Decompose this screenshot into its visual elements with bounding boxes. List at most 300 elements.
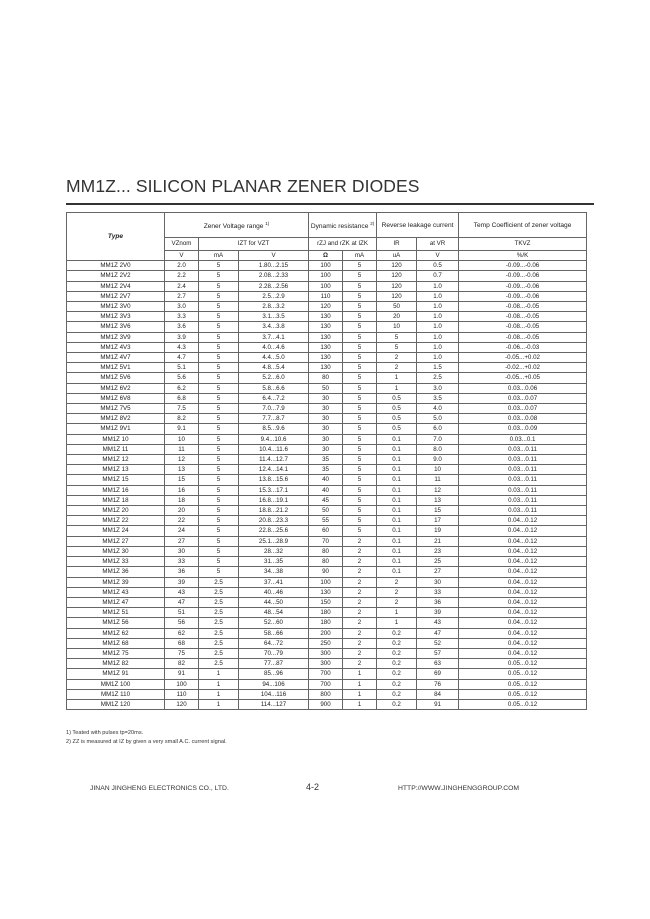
value-cell: 250	[309, 638, 343, 648]
vznom-header: VZnom	[165, 238, 199, 251]
table-row	[67, 312, 587, 322]
type-cell: MM1Z 2V7	[67, 291, 165, 301]
type-cell: MM1Z 3V9	[67, 332, 165, 342]
value-cell: 5	[343, 383, 377, 393]
value-cell: 33	[165, 557, 199, 567]
value-cell: 1	[199, 689, 239, 699]
value-cell: 5	[343, 271, 377, 281]
value-cell: 4.4...5.0	[239, 353, 309, 363]
value-cell: 130	[309, 322, 343, 332]
dynamic-resistance-header: Dynamic resistance $^{2)}$	[309, 213, 377, 238]
value-cell: 0.2	[377, 679, 417, 689]
value-cell: 0.04...0.12	[459, 587, 587, 597]
value-cell: 80	[309, 557, 343, 567]
value-cell: 90	[309, 567, 343, 577]
izt-for-vzt-header: IZT for VZT	[199, 238, 309, 251]
value-cell: 64...72	[239, 638, 309, 648]
value-cell: -0.05...+0.05	[459, 373, 587, 383]
type-cell: MM1Z 6V8	[67, 393, 165, 403]
value-cell: 5	[343, 342, 377, 352]
value-cell: 3.0	[417, 383, 459, 393]
value-cell: 43	[417, 618, 459, 628]
value-cell: -0.08...-0.05	[459, 302, 587, 312]
type-cell: MM1Z 5V1	[67, 363, 165, 373]
value-cell: 30	[309, 424, 343, 434]
value-cell: 47	[165, 597, 199, 607]
value-cell: 82	[165, 659, 199, 669]
value-cell: 7.7...8.7	[239, 414, 309, 424]
value-cell: 35	[309, 465, 343, 475]
value-cell: 0.04...0.12	[459, 608, 587, 618]
type-header: Type	[67, 213, 165, 261]
value-cell: 0.04...0.12	[459, 536, 587, 546]
temp-coefficient-header: Temp Coefficient of zener voltage	[459, 213, 587, 238]
value-cell: 4.8...5.4	[239, 363, 309, 373]
reverse-leakage-header: Reverse leakage current	[377, 213, 459, 238]
value-cell: 2	[343, 628, 377, 638]
unit-cell: V	[239, 251, 309, 261]
value-cell: 48...54	[239, 608, 309, 618]
type-cell: MM1Z 82	[67, 659, 165, 669]
value-cell: 5	[199, 444, 239, 454]
value-cell: 56	[165, 618, 199, 628]
value-cell: -0.09...-0.06	[459, 261, 587, 271]
value-cell: 75	[165, 648, 199, 658]
type-cell: MM1Z 10	[67, 434, 165, 444]
value-cell: 91	[417, 699, 459, 709]
value-cell: 1	[377, 608, 417, 618]
value-cell: 5	[199, 434, 239, 444]
value-cell: 0.1	[377, 434, 417, 444]
table-row	[67, 434, 587, 444]
value-cell: 3.6	[165, 322, 199, 332]
at-vr-header: at VR	[417, 238, 459, 251]
value-cell: 7.5	[165, 404, 199, 414]
value-cell: 2.5	[199, 608, 239, 618]
table-row	[67, 495, 587, 505]
value-cell: 5	[343, 353, 377, 363]
value-cell: 1.5	[417, 363, 459, 373]
value-cell: 21	[417, 536, 459, 546]
value-cell: 1	[199, 669, 239, 679]
type-cell: MM1Z 9V1	[67, 424, 165, 434]
value-cell: 1	[343, 669, 377, 679]
value-cell: 40	[309, 485, 343, 495]
type-cell: MM1Z 39	[67, 577, 165, 587]
value-cell: 11	[165, 444, 199, 454]
value-cell: 4.0	[417, 404, 459, 414]
value-cell: 0.2	[377, 689, 417, 699]
value-cell: 5	[343, 281, 377, 291]
value-cell: 2	[377, 597, 417, 607]
value-cell: 0.04...0.12	[459, 628, 587, 638]
value-cell: 63	[417, 659, 459, 669]
value-cell: 5.0	[417, 414, 459, 424]
value-cell: 13	[165, 465, 199, 475]
type-cell: MM1Z 27	[67, 536, 165, 546]
table-row	[67, 587, 587, 597]
footnote-1: 1) Teated with pulses tp=20ms.	[66, 730, 144, 736]
value-cell: 0.2	[377, 638, 417, 648]
value-cell: 50	[377, 302, 417, 312]
table-row	[67, 342, 587, 352]
value-cell: 84	[417, 689, 459, 699]
value-cell: 70...79	[239, 648, 309, 658]
table-row	[67, 373, 587, 383]
table-row	[67, 689, 587, 699]
value-cell: 5.8...6.6	[239, 383, 309, 393]
value-cell: 0.1	[377, 516, 417, 526]
value-cell: 5.1	[165, 363, 199, 373]
value-cell: 180	[309, 608, 343, 618]
table-row	[67, 638, 587, 648]
value-cell: 0.5	[417, 261, 459, 271]
value-cell: 3.9	[165, 332, 199, 342]
value-cell: 4.7	[165, 353, 199, 363]
value-cell: 58...66	[239, 628, 309, 638]
value-cell: 2.5	[199, 628, 239, 638]
value-cell: 5	[343, 363, 377, 373]
value-cell: 31...35	[239, 557, 309, 567]
value-cell: 5	[199, 536, 239, 546]
value-cell: 100	[309, 281, 343, 291]
value-cell: 2.8...3.2	[239, 302, 309, 312]
value-cell: 7.0	[417, 434, 459, 444]
type-cell: MM1Z 75	[67, 648, 165, 658]
value-cell: -0.05...+0.02	[459, 353, 587, 363]
value-cell: 2.08...2.33	[239, 271, 309, 281]
value-cell: 10	[165, 434, 199, 444]
value-cell: 900	[309, 699, 343, 709]
table-row	[67, 302, 587, 312]
value-cell: 5	[343, 404, 377, 414]
value-cell: 0.04...0.12	[459, 567, 587, 577]
value-cell: 800	[309, 689, 343, 699]
value-cell: 5	[199, 261, 239, 271]
footer-page-number: 4-2	[306, 782, 320, 792]
value-cell: 34...38	[239, 567, 309, 577]
value-cell: 120	[377, 261, 417, 271]
value-cell: 5	[343, 291, 377, 301]
value-cell: 52...60	[239, 618, 309, 628]
value-cell: 5	[199, 455, 239, 465]
value-cell: 5	[199, 281, 239, 291]
value-cell: 23	[417, 546, 459, 556]
value-cell: 2	[343, 618, 377, 628]
type-cell: MM1Z 33	[67, 557, 165, 567]
value-cell: 20	[165, 506, 199, 516]
value-cell: 120	[377, 271, 417, 281]
value-cell: 0.04...0.12	[459, 597, 587, 607]
type-cell: MM1Z 8V2	[67, 414, 165, 424]
value-cell: 5	[377, 342, 417, 352]
value-cell: 9.1	[165, 424, 199, 434]
value-cell: 5	[199, 393, 239, 403]
value-cell: 120	[377, 281, 417, 291]
table-row	[67, 485, 587, 495]
value-cell: 0.03...0.11	[459, 455, 587, 465]
value-cell: 5	[343, 302, 377, 312]
value-cell: 2	[377, 353, 417, 363]
value-cell: 69	[417, 669, 459, 679]
value-cell: 300	[309, 648, 343, 658]
value-cell: 19	[417, 526, 459, 536]
unit-cell: %/K	[459, 251, 587, 261]
value-cell: 0.05...0.12	[459, 699, 587, 709]
value-cell: 5	[343, 516, 377, 526]
value-cell: 2	[343, 638, 377, 648]
table-row	[67, 608, 587, 618]
value-cell: 0.5	[377, 393, 417, 403]
type-cell: MM1Z 5V6	[67, 373, 165, 383]
value-cell: 9.4...10.6	[239, 434, 309, 444]
value-cell: 5	[199, 404, 239, 414]
value-cell: 5.6	[165, 373, 199, 383]
type-cell: MM1Z 12	[67, 455, 165, 465]
value-cell: 5	[199, 383, 239, 393]
value-cell: 130	[309, 353, 343, 363]
value-cell: 70	[309, 536, 343, 546]
value-cell: 2	[343, 577, 377, 587]
value-cell: 91	[165, 669, 199, 679]
value-cell: 0.03...0.1	[459, 434, 587, 444]
table-row	[67, 679, 587, 689]
value-cell: 0.04...0.12	[459, 557, 587, 567]
table-row	[67, 506, 587, 516]
table-row	[67, 516, 587, 526]
table-row	[67, 618, 587, 628]
value-cell: 68	[165, 638, 199, 648]
value-cell: 0.1	[377, 506, 417, 516]
value-cell: 5	[199, 475, 239, 485]
value-cell: 5	[199, 363, 239, 373]
value-cell: 2.5	[199, 597, 239, 607]
value-cell: 5	[343, 373, 377, 383]
value-cell: 10.4...11.6	[239, 444, 309, 454]
value-cell: 5	[199, 353, 239, 363]
value-cell: 5	[199, 546, 239, 556]
table-row	[67, 465, 587, 475]
value-cell: 2.28...2.56	[239, 281, 309, 291]
value-cell: 110	[165, 689, 199, 699]
value-cell: 5	[199, 506, 239, 516]
value-cell: 0.2	[377, 669, 417, 679]
value-cell: 60	[309, 526, 343, 536]
value-cell: 2.5	[199, 577, 239, 587]
value-cell: 2	[343, 536, 377, 546]
value-cell: 5	[343, 455, 377, 465]
value-cell: 5	[199, 291, 239, 301]
value-cell: 3.0	[165, 302, 199, 312]
value-cell: 0.1	[377, 536, 417, 546]
value-cell: 15	[417, 506, 459, 516]
value-cell: -0.08...-0.05	[459, 322, 587, 332]
value-cell: 6.4...7.2	[239, 393, 309, 403]
value-cell: 2.0	[165, 261, 199, 271]
value-cell: 30	[309, 393, 343, 403]
value-cell: 5	[343, 465, 377, 475]
value-cell: 2	[343, 608, 377, 618]
value-cell: 24	[165, 526, 199, 536]
value-cell: 12	[417, 485, 459, 495]
value-cell: 40...46	[239, 587, 309, 597]
value-cell: 0.03...0.07	[459, 393, 587, 403]
value-cell: 6.8	[165, 393, 199, 403]
value-cell: 9.0	[417, 455, 459, 465]
zener-spec-table	[66, 212, 587, 710]
value-cell: 0.1	[377, 557, 417, 567]
value-cell: 2	[343, 587, 377, 597]
value-cell: 62	[165, 628, 199, 638]
value-cell: 0.03...0.08	[459, 414, 587, 424]
unit-cell: uA	[377, 251, 417, 261]
value-cell: 85...96	[239, 669, 309, 679]
value-cell: 5	[377, 332, 417, 342]
type-cell: MM1Z 24	[67, 526, 165, 536]
value-cell: 130	[309, 312, 343, 322]
value-cell: 25.1...28.9	[239, 536, 309, 546]
value-cell: 37...41	[239, 577, 309, 587]
value-cell: 0.04...0.12	[459, 577, 587, 587]
value-cell: 5	[343, 485, 377, 495]
value-cell: 5	[199, 332, 239, 342]
value-cell: 3.5	[417, 393, 459, 403]
value-cell: 2	[343, 597, 377, 607]
value-cell: 200	[309, 628, 343, 638]
table-row	[67, 557, 587, 567]
value-cell: 35	[309, 455, 343, 465]
value-cell: 13	[417, 495, 459, 505]
type-cell: MM1Z 43	[67, 587, 165, 597]
value-cell: 5	[199, 322, 239, 332]
value-cell: 28...32	[239, 546, 309, 556]
ir-header: IR	[377, 238, 417, 251]
value-cell: 0.04...0.12	[459, 546, 587, 556]
value-cell: 700	[309, 669, 343, 679]
value-cell: 22.8...25.6	[239, 526, 309, 536]
value-cell: 5	[199, 485, 239, 495]
value-cell: 5	[199, 302, 239, 312]
value-cell: 44...50	[239, 597, 309, 607]
value-cell: 1.0	[417, 291, 459, 301]
value-cell: 0.5	[377, 404, 417, 414]
value-cell: 0.05...0.12	[459, 679, 587, 689]
value-cell: -0.09...-0.06	[459, 281, 587, 291]
value-cell: 17	[417, 516, 459, 526]
value-cell: 5	[199, 526, 239, 536]
value-cell: 8.0	[417, 444, 459, 454]
value-cell: 12	[165, 455, 199, 465]
value-cell: 2.5	[199, 648, 239, 658]
value-cell: 25	[417, 557, 459, 567]
value-cell: 5.2...6.0	[239, 373, 309, 383]
value-cell: 0.05...0.12	[459, 689, 587, 699]
value-cell: 5	[199, 414, 239, 424]
value-cell: 47	[417, 628, 459, 638]
type-cell: MM1Z 7V5	[67, 404, 165, 414]
value-cell: 11.4...12.7	[239, 455, 309, 465]
value-cell: 130	[309, 342, 343, 352]
type-cell: MM1Z 3V6	[67, 322, 165, 332]
value-cell: 0.7	[417, 271, 459, 281]
type-cell: MM1Z 6V2	[67, 383, 165, 393]
value-cell: 16	[165, 485, 199, 495]
value-cell: 1.0	[417, 281, 459, 291]
value-cell: 0.2	[377, 648, 417, 658]
value-cell: 5	[199, 271, 239, 281]
value-cell: 2	[343, 659, 377, 669]
value-cell: 5	[199, 516, 239, 526]
value-cell: 114...127	[239, 699, 309, 709]
value-cell: 39	[165, 577, 199, 587]
type-cell: MM1Z 4V7	[67, 353, 165, 363]
value-cell: 1	[343, 699, 377, 709]
value-cell: 5	[199, 312, 239, 322]
value-cell: 30	[165, 546, 199, 556]
value-cell: 0.03...0.07	[459, 404, 587, 414]
table-row	[67, 526, 587, 536]
value-cell: 5	[199, 465, 239, 475]
value-cell: 30	[309, 414, 343, 424]
value-cell: 120	[309, 302, 343, 312]
value-cell: 130	[309, 363, 343, 373]
footer-company: JINAN JINGHENG ELECTRONICS CO., LTD.	[90, 785, 229, 792]
value-cell: 0.03...0.11	[459, 506, 587, 516]
value-cell: 77...87	[239, 659, 309, 669]
table-row	[67, 322, 587, 332]
value-cell: 1.0	[417, 322, 459, 332]
value-cell: 45	[309, 495, 343, 505]
value-cell: 1	[377, 618, 417, 628]
value-cell: 0.2	[377, 628, 417, 638]
type-cell: MM1Z 36	[67, 567, 165, 577]
type-cell: MM1Z 22	[67, 516, 165, 526]
table-row	[67, 669, 587, 679]
value-cell: 5	[343, 434, 377, 444]
value-cell: 13.8...15.6	[239, 475, 309, 485]
value-cell: 22	[165, 516, 199, 526]
value-cell: 0.03...0.11	[459, 495, 587, 505]
value-cell: 43	[165, 587, 199, 597]
value-cell: 2.7	[165, 291, 199, 301]
type-cell: MM1Z 20	[67, 506, 165, 516]
value-cell: -0.06...-0.03	[459, 342, 587, 352]
value-cell: 10	[377, 322, 417, 332]
table-row	[67, 363, 587, 373]
value-cell: 2.5	[199, 618, 239, 628]
unit-cell: mA	[199, 251, 239, 261]
footnote-2: 2) ZZ is measured at IZ by given a very small A.C. current signal.	[66, 739, 227, 745]
value-cell: 104...116	[239, 689, 309, 699]
value-cell: 0.1	[377, 455, 417, 465]
value-cell: 2	[343, 546, 377, 556]
table-row	[67, 291, 587, 301]
value-cell: 11	[417, 475, 459, 485]
page-title: MM1Z... SILICON PLANAR ZENER DIODES	[66, 176, 420, 196]
value-cell: 15.3...17.1	[239, 485, 309, 495]
value-cell: 55	[309, 516, 343, 526]
value-cell: 180	[309, 618, 343, 628]
type-cell: MM1Z 30	[67, 546, 165, 556]
value-cell: 2	[377, 363, 417, 373]
value-cell: 1.0	[417, 312, 459, 322]
value-cell: 100	[309, 271, 343, 281]
value-cell: 100	[309, 261, 343, 271]
value-cell: 300	[309, 659, 343, 669]
value-cell: 0.1	[377, 465, 417, 475]
value-cell: 0.04...0.12	[459, 526, 587, 536]
value-cell: 2	[343, 567, 377, 577]
